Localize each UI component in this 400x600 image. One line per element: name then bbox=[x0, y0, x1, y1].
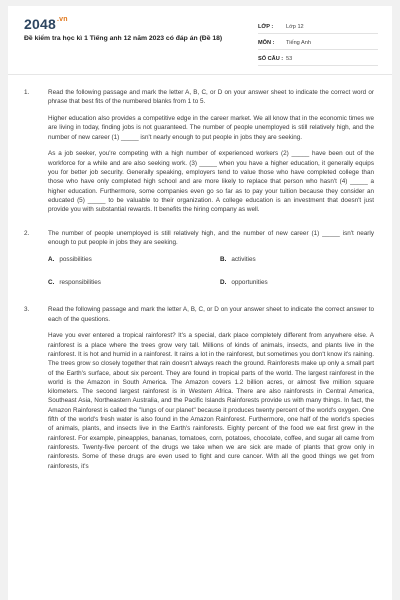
meta-mon-value: Tiếng Anh bbox=[286, 39, 311, 46]
logo-brand: 2048 bbox=[24, 16, 56, 32]
question-1 bbox=[24, 88, 374, 215]
answer-option-c[interactable] bbox=[48, 278, 220, 287]
passage-paragraph: Have you ever entered a tropical rainforest? It's a special, dark place completely different from anywhere else. A rainforest is a place where the trees grow very tall. Millions of kinds of animals, insects, and plants live in the rainforest. It is hot and humid in a rainforest. It rains a lot in the rainforest, but sometimes you don't know it's raining. The trees grow so closely together that rain doesn't always reach the ground. Rainforests make up only a small part of the Earth's surface, about six percent. They are found in tropical parts of the world. The largest rainforest in the world is the Amazon in South America. The Amazon covers 1.2 billion acres, or almost five million square kilometers. The second largest rainforest is in Western Africa. There are also rainforests in Central America, Southeast Asia, Northeastern Australia, and the Pacific Islands Rainforests provide us with many things. In fact, the Amazon Rainforest is called the "lungs of our planet" because it produces twenty percent of the world's oxygen. One fifth of the world's fresh water is also found in the Amazon Rainforest. Furthermore, one half of the world's species of animals, plants, and insects live in the Earth's rainforests. Eighty percent of the food we eat first grew in the rainforest. For example, pineapples, bananas, tomatoes, corn, potatoes, chocolate, coffee, and sugar all came from rainforests. Twenty-five percent of the drugs we take when we are sick are made of plants that grow only in rainforests. Some of these drugs are even used to fight and cure cancer. With all the good things we get from rainforests, it's bbox=[48, 332, 374, 470]
meta-socau-value: 53 bbox=[286, 55, 293, 62]
option-letter: D. bbox=[220, 278, 227, 286]
header-divider bbox=[8, 74, 392, 75]
question-number: 3. bbox=[24, 306, 30, 314]
option-letter: B. bbox=[220, 255, 227, 263]
option-letter: A. bbox=[48, 255, 55, 263]
site-logo[interactable] bbox=[24, 16, 68, 32]
option-text: possibilities bbox=[59, 255, 92, 263]
question-3 bbox=[24, 305, 374, 471]
question-text: The number of people unemployed is still relatively high, and the number of new career (1) _____ isn't nearly enough to put people in jobs they are seeking. bbox=[48, 229, 374, 246]
answer-option-b[interactable] bbox=[220, 255, 392, 264]
question-number: 1. bbox=[24, 89, 30, 96]
question-instruction: Read the following passage and mark the letter A, B, C, or D on your answer sheet to indicate the correct word or phrase that best fits of the numbered blanks from 1 to 5. bbox=[48, 89, 374, 106]
option-letter: C. bbox=[48, 278, 55, 286]
logo-tld: .vn bbox=[56, 16, 68, 23]
answer-option-d[interactable] bbox=[220, 278, 392, 287]
passage-paragraph: Higher education also provides a competitive edge in the career market. We all know that in the economic times we are living in today, finding jobs is not guaranteed. The number of people unemployed is still relatively high, and the number of new career (1) _____ isn't nearly enough to put people in jobs they are seeking. bbox=[48, 115, 374, 141]
meta-lop-label: LỚP : bbox=[258, 23, 274, 30]
document-title: Đề kiểm tra học kì 1 Tiếng anh 12 năm 2023 có đáp án (Đề 18) bbox=[24, 35, 223, 42]
meta-lop-value: Lớp 12 bbox=[286, 23, 304, 30]
answer-option-a[interactable] bbox=[48, 255, 220, 264]
meta-mon-label: MÔN : bbox=[258, 39, 275, 46]
option-text: opportunities bbox=[231, 278, 268, 286]
question-number: 2. bbox=[24, 229, 30, 237]
meta-socau-label: SỐ CÂU : bbox=[258, 55, 284, 62]
questions-content bbox=[24, 88, 374, 478]
meta-table bbox=[258, 20, 378, 68]
answer-options bbox=[48, 255, 374, 288]
meta-row-socau bbox=[258, 52, 378, 66]
option-text: responsibilities bbox=[59, 278, 101, 286]
question-2 bbox=[24, 229, 374, 288]
page-header bbox=[8, 6, 392, 68]
option-text: activities bbox=[231, 255, 256, 263]
passage-paragraph: As a job seeker, you're competing with a high number of experienced workers (2) _____ have been out of the workforce for a while and are also seeking work. (3) _____ when you have a higher education, it generally equips you for better job security. Generally speaking, employers tend to value those who have completed college than those who have only completed high school and are more likely to replace that person who hasn't (4) _____ a higher education. Furthermore, some companies even go so far as to pay your tuition because they consider an educated (5) _____ to be valuable to their organization. A college education is an investment that doesn't just provide you with substantial rewards. It benefits the hiring company as well. bbox=[48, 150, 374, 214]
meta-row-mon bbox=[258, 36, 378, 50]
question-instruction: Read the following passage and mark the letter A, B, C, or D on your answer sheet to indicate the correct answer to each of the questions. bbox=[48, 306, 374, 323]
meta-row-lop bbox=[258, 20, 378, 34]
document-page bbox=[8, 6, 392, 600]
